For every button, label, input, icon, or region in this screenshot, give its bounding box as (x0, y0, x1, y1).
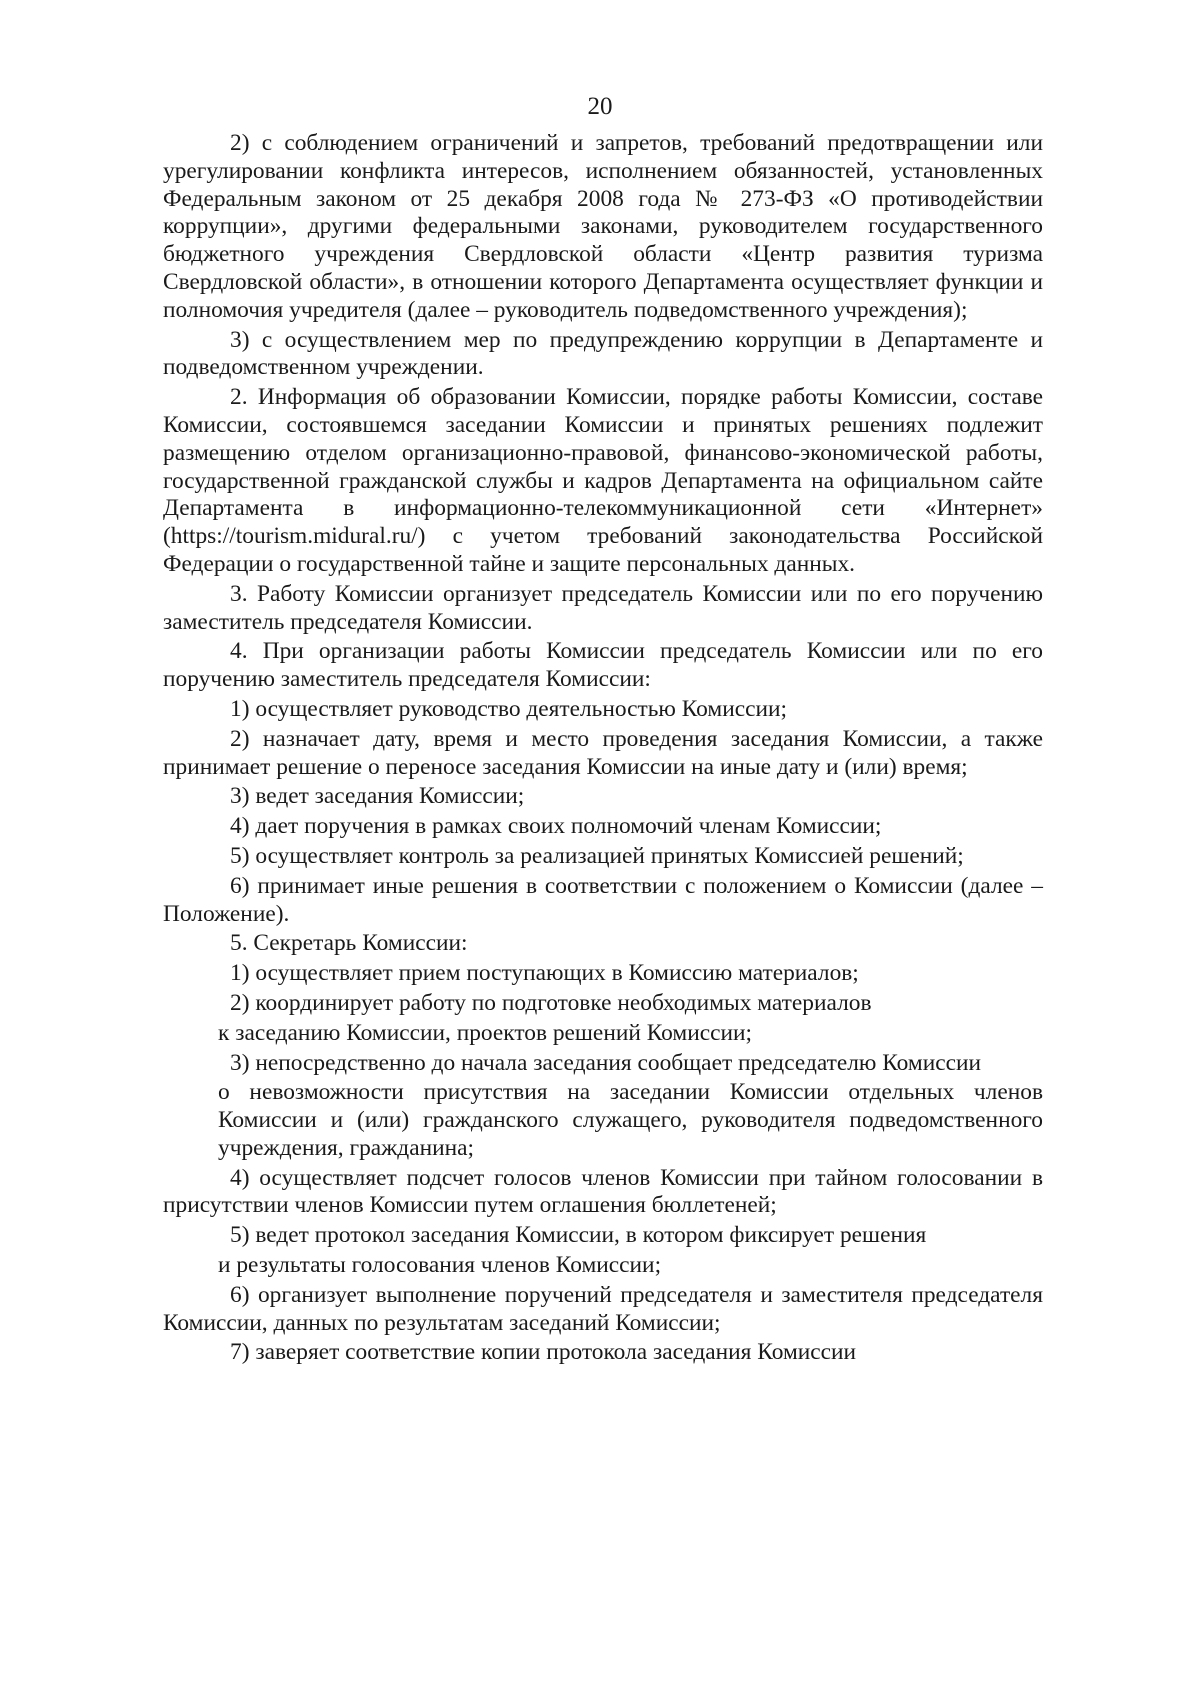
paragraph: 1) осуществляет прием поступающих в Комиссию материалов; (230, 960, 859, 987)
paragraph: о невозможности присутствия на заседании Комиссии отдельных членов Комиссии и (или) гражданского служащего, руководителя подведомственного учреждения, гражданина; (218, 1079, 1043, 1161)
paragraph: 4) осуществляет подсчет голосов членов Комиссии при тайном голосовании в присутствии членов Комиссии путем оглашения бюллетеней; (163, 1164, 1043, 1219)
paragraph: 2) с соблюдением ограничений и запретов, требований предотвращении или урегулировании конфликта интересов, исполнением обязанностей, установленных Федеральным законом от 25 декабря 2008 года № 273-ФЗ «О противодействии коррупции», другими федеральными законами, руководителем государственного бюджетного учреждения Свердловской области «Центр развития туризма Свердловской области», в отношении которого Департамента осуществляет функции и полномочия учредителя (далее – руководитель подведомственного учреждения); (163, 130, 1043, 323)
paragraph: 4) дает поручения в рамках своих полномочий членам Комиссии; (230, 813, 882, 840)
paragraph: 7) заверяет соответствие копии протокола заседания Комиссии (230, 1339, 857, 1366)
document-body (163, 130, 1043, 1369)
paragraph: 2) координирует работу по подготовке необходимых материалов (230, 989, 872, 1016)
paragraph: 3) непосредственно до начала заседания сообщает председателю Комиссии (230, 1049, 982, 1076)
paragraph: 2) назначает дату, время и место проведения заседания Комиссии, а также принимает решение о переносе заседания Комиссии на иные дату и (или) время; (163, 725, 1043, 780)
paragraph: 5) осуществляет контроль за реализацией принятых Комиссией решений; (230, 842, 964, 869)
paragraph: 6) организует выполнение поручений председателя и заместителя председателя Комиссии, данных по результатам заседаний Комиссии; (163, 1281, 1043, 1336)
paragraph: 1) осуществляет руководство деятельностью Комиссии; (230, 695, 788, 722)
page-number: 20 (587, 93, 613, 120)
paragraph: 3. Работу Комиссии организует председатель Комиссии или по его поручению заместитель председателя Комиссии. (163, 580, 1043, 635)
paragraph: 6) принимает иные решения в соответствии с положением о Комиссии (далее – Положение). (163, 872, 1043, 927)
paragraph: 4. При организации работы Комиссии председатель Комиссии или по его поручению заместитель председателя Комиссии: (163, 638, 1043, 693)
paragraph: 3) с осуществлением мер по предупреждению коррупции в Департаменте и подведомственном учреждении. (163, 326, 1043, 381)
paragraph: 3) ведет заседания Комиссии; (230, 783, 525, 810)
paragraph: 2. Информация об образовании Комиссии, порядке работы Комиссии, составе Комиссии, состоявшемся заседании Комиссии и принятых решениях подлежит размещению отделом организационно-правовой, финансово-экономической работы, государственной гражданской службы и кадров Департамента на официальном сайте Департамента в информационно-телекоммуникационной сети «Интернет» (https://tourism.midural.ru/) с учетом требований законодательства Российской Федерации о государственной тайне и защите персональных данных. (163, 384, 1043, 577)
paragraph: к заседанию Комиссии, проектов решений Комиссии; (218, 1019, 753, 1046)
paragraph: 5) ведет протокол заседания Комиссии, в котором фиксирует решения (230, 1222, 927, 1249)
paragraph: и результаты голосования членов Комиссии; (218, 1252, 662, 1279)
paragraph: 5. Секретарь Комиссии: (230, 930, 468, 957)
